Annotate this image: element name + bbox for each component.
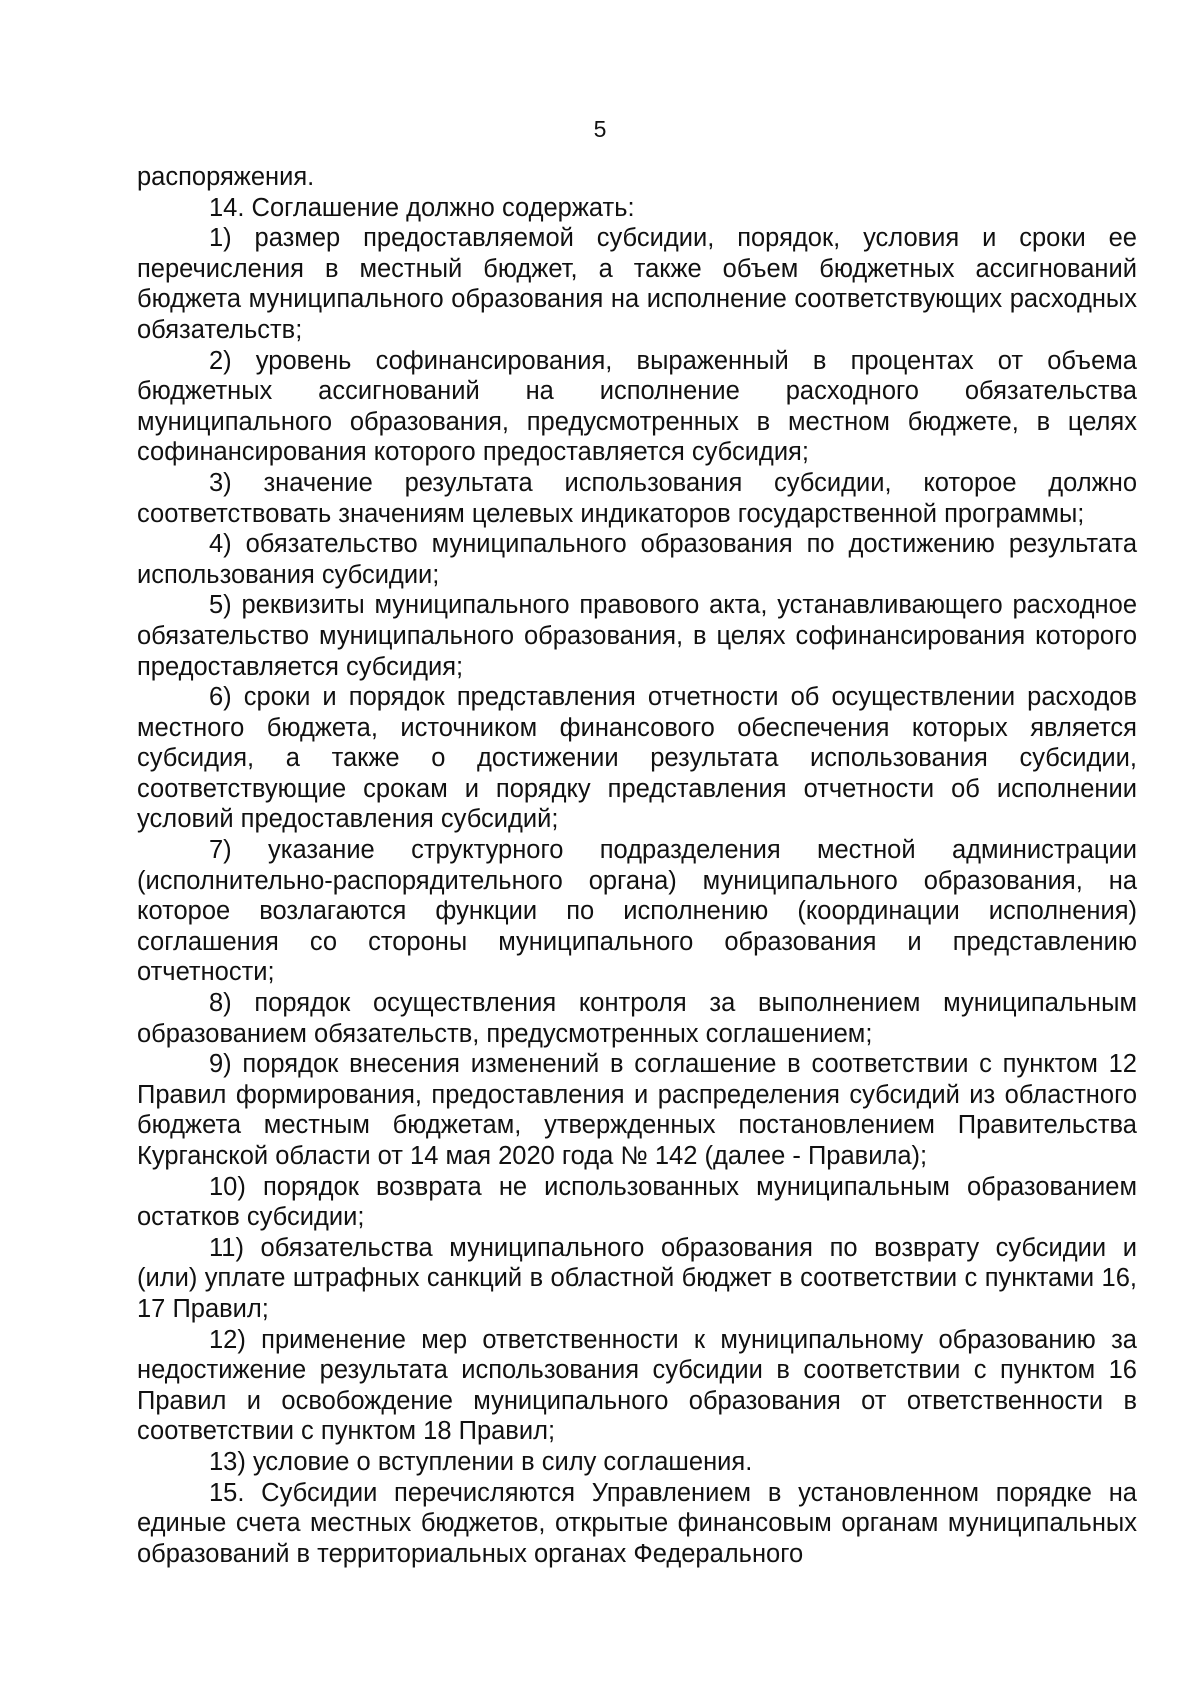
list-item-1: 1) размер предоставляемой субсидии, порядок, условия и сроки ее перечисления в местный бюджет, а также объем бюджетных ассигнований бюджета муниципального образования на исполнение соответствующих расходных обязательств;	[137, 224, 1137, 344]
list-item-7: 7) указание структурного подразделения местной администрации (исполнительно-распорядительного органа) муниципального образования, на которое возлагаются функции по исполнению (координации исполнения) соглашения со стороны муниципального образования и представлению отчетности;	[137, 836, 1137, 987]
document-body	[137, 162, 1137, 1569]
list-item-9: 9) порядок внесения изменений в соглашение в соответствии с пунктом 12 Правил формирования, предоставления и распределения субсидий из областного бюджета местным бюджетам, утвержденных постановлением Правительства Курганской области от 14 мая 2020 года № 142 (далее - Правила);	[137, 1050, 1137, 1170]
list-item-13: 13) условие о вступлении в силу соглашения.	[209, 1447, 753, 1476]
paragraph-continuation: распоряжения.	[137, 163, 315, 191]
list-item-6: 6) сроки и порядок представления отчетности об осуществлении расходов местного бюджета, источником финансового обеспечения которых является субсидия, а также о достижении результата использования субсидии, соответствующие срокам и порядку представления отчетности об исполнении условий предоставления субсидий;	[137, 683, 1137, 834]
list-item-12: 12) применение мер ответственности к муниципальному образованию за недостижение результата использования субсидии в соответствии с пунктом 16 Правил и освобождение муниципального образования от ответственности в соответствии с пунктом 18 Правил;	[137, 1325, 1137, 1446]
paragraph-clause-14: 14. Соглашение должно содержать:	[209, 193, 635, 222]
list-item-11: 11) обязательства муниципального образования по возврату субсидии и (или) уплате штрафных санкций в областной бюджет в соответствии с пунктами 16, 17 Правил;	[137, 1233, 1137, 1323]
list-item-2: 2) уровень софинансирования, выраженный в процентах от объема бюджетных ассигнований на исполнение расходного обязательства муниципального образования, предусмотренных в местном бюджете, в целях софинансирования которого предоставляется субсидия;	[137, 346, 1137, 467]
page-number: 5	[593, 116, 607, 142]
list-item-4: 4) обязательство муниципального образования по достижению результата использования субсидии;	[137, 530, 1137, 589]
list-item-8: 8) порядок осуществления контроля за выполнением муниципальным образованием обязательств, предусмотренных соглашением;	[137, 989, 1137, 1048]
list-item-5: 5) реквизиты муниципального правового акта, устанавливающего расходное обязательство муниципального образования, в целях софинансирования которого предоставляется субсидия;	[137, 591, 1137, 681]
list-item-3: 3) значение результата использования субсидии, которое должно соответствовать значениям целевых индикаторов государственной программы;	[137, 468, 1137, 528]
list-item-10: 10) порядок возврата не использованных муниципальным образованием остатков субсидии;	[137, 1172, 1137, 1232]
paragraph-clause-15: 15. Субсидии перечисляются Управлением в установленном порядке на единые счета местных бюджетов, открытые финансовым органам муниципальных образований в территориальных органах Федерального	[137, 1478, 1137, 1568]
